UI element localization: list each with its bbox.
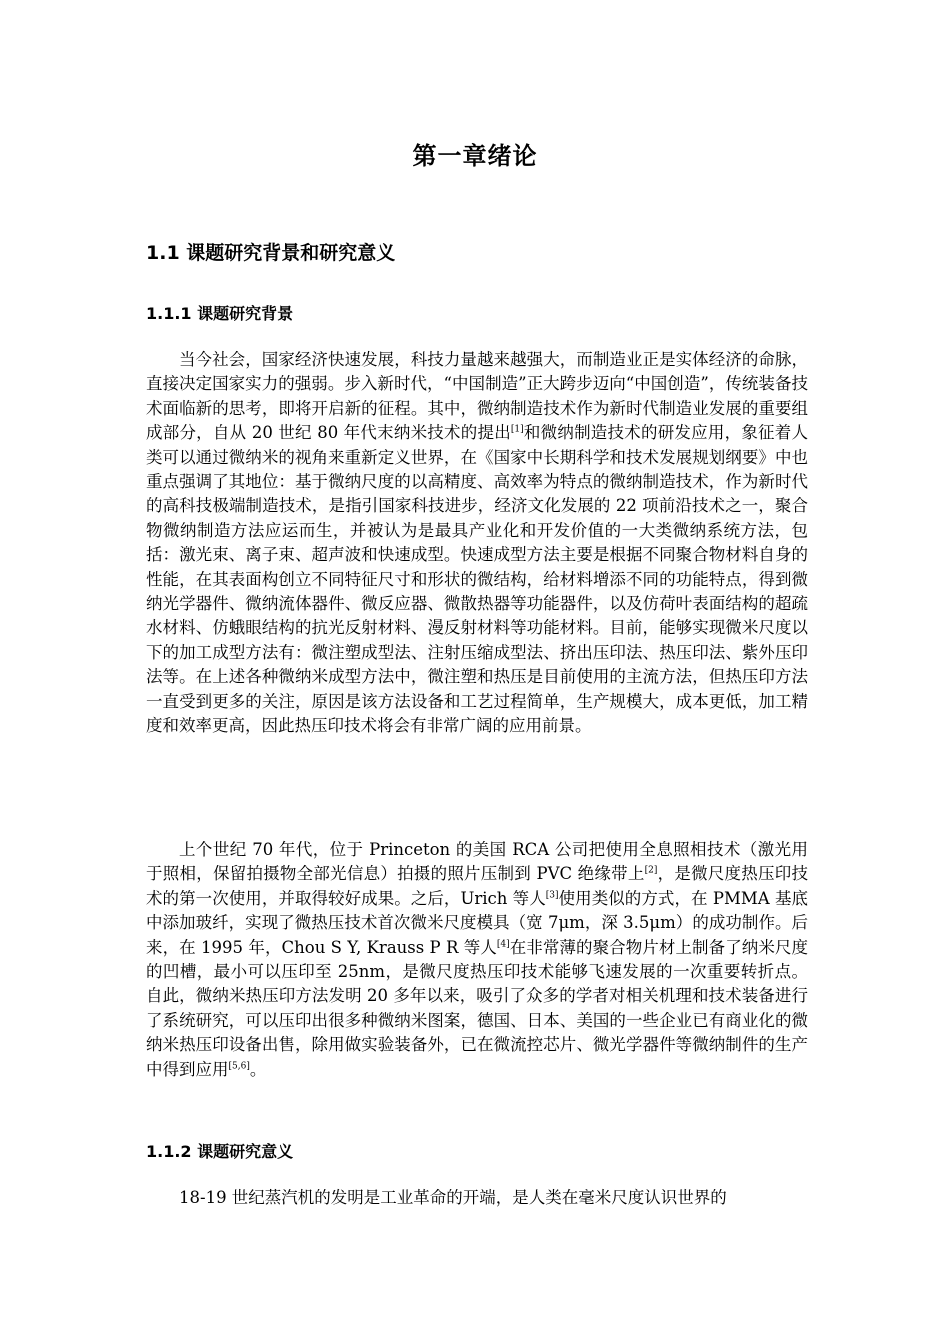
paragraph-background-1 <box>146 348 808 739</box>
citation-ref: [4] <box>496 939 510 950</box>
paragraph-text: 在非常薄的聚合物片材上制备了纳米尺度的凹槽，最小可以压印至 25nm，是微尺度热压印技术能够飞速发展的一次重要转折点。自此，微纳米热压印方法发明 20 多年以来，吸引了众多的学者对相关机理和技术装备进行了系统研究，可以压印出很多种微纳米图案，德国、日本、美国的一些企业已有商业化的微纳米热压印设备出售，除用做实验装备外，已在微流控芯片、微光学器件等微纳制件的生产中得到应用 <box>146 937 809 1079</box>
paragraph-significance-1 <box>146 1186 808 1210</box>
subsection-heading-1-1-2: 1.1.2 课题研究意义 <box>146 1142 294 1161</box>
citation-ref: [3] <box>545 890 559 901</box>
paragraph-text: 。 <box>249 1059 267 1079</box>
subsection-heading-1-1-1: 1.1.1 课题研究背景 <box>146 304 294 323</box>
paragraph-background-2 <box>146 838 808 1082</box>
citation-ref: [5,6] <box>228 1061 250 1072</box>
section-heading-1-1: 1.1 课题研究背景和研究意义 <box>146 242 396 264</box>
chapter-title: 第一章绪论 <box>412 142 538 170</box>
paragraph-text: 和微纳制造技术的研发应用，象征着人类可以通过微纳米的视角来重新定义世界，在《国家中长期科学和技术发展规划纲要》中也重点强调了其地位：基于微纳尺度的以高精度、高效率为特点的微纳制造技术，作为新时代的高科技极端制造技术，是指引国家科技进步，经济文化发展的 22 项前沿技术之一，聚合物微纳制造方法应运而生，并被认为是最具产业化和开发价值的一大类微纳系统方法，包括：激光束、离子束、超声波和快速成型。快速成型方法主要是根据不同聚合物材料自身的性能，在其表面构创立不同特征尺寸和形状的微结构，给材料增添不同的功能特点，得到微纳光学器件、微纳流体器件、微反应器、微散热器等功能器件，以及仿荷叶表面结构的超疏水材料、仿蛾眼结构的抗光反射材料、漫反射材料等功能材料。目前，能够实现微米尺度以下的加工成型方法有：微注塑成型法、注射压缩成型法、挤出压印法、热压印法、紫外压印法等。在上述各种微纳米成型方法中，微注塑和热压是目前使用的主流方法，但热压印方法一直受到更多的关注，原因是该方法设备和工艺过程简单，生产规模大，成本更低，加工精度和效率更高，因此热压印技术将会有非常广阔的应用前景。 <box>146 423 808 736</box>
paragraph-text: ，是微尺度热压印技术的第一次使用，并取得较好成果。之后，Urich 等人 <box>146 864 809 908</box>
citation-ref: [2] <box>644 865 658 876</box>
paragraph-text: 18-19 世纪蒸汽机的发明是工业革命的开端，是人类在毫米尺度认识世界的 <box>179 1188 727 1207</box>
citation-ref: [1] <box>510 424 524 435</box>
paragraph-text: 使用类似的方式，在 PMMA 基底中添加玻纤，实现了微热压技术首次微米尺度模具（宽 7μm，深 3.5μm）的成功制作。后来，在 1995 年，Chou S Y, Krauss P R 等人 <box>146 888 808 957</box>
paragraph-text: 当今社会，国家经济快速发展，科技力量越来越强大，而制造业正是实体经济的命脉，直接决定国家实力的强弱。步入新时代，“中国制造”正大跨步迈向“中国创造”，传统装备技术面临新的思考，即将开启新的征程。其中，微纳制造技术作为新时代制造业发展的重要组成部分，自从 20 世纪 80 年代末纳米技术的提出 <box>146 350 808 443</box>
paragraph-text: 上个世纪 70 年代，位于 Princeton 的美国 RCA 公司把使用全息照相技术（激光用于照相，保留拍摄物全部光信息）拍摄的照片压制到 PVC 绝缘带上 <box>146 840 808 884</box>
